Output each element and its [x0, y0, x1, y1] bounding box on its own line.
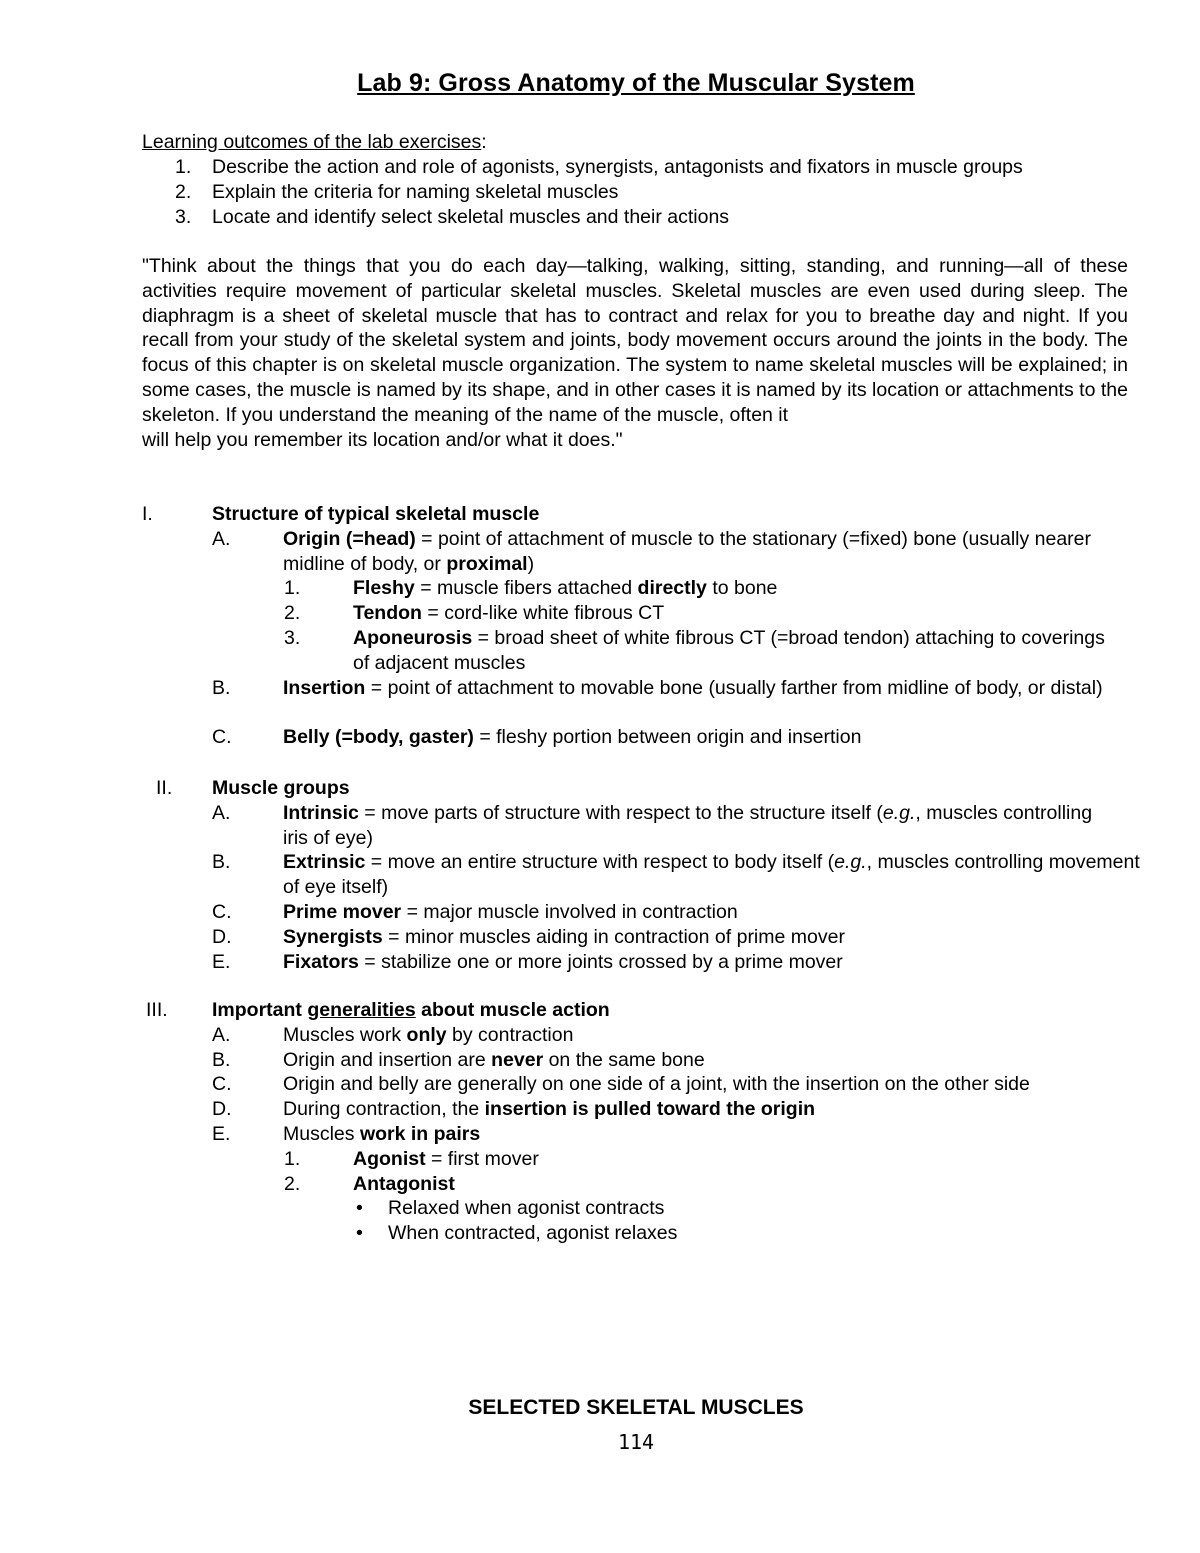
abbreviation: e.g.: [882, 801, 916, 824]
term: Fleshy: [353, 577, 415, 600]
section-title-underlined: generalities: [307, 999, 416, 1021]
statement: During contraction, the: [283, 1098, 485, 1121]
term: Intrinsic: [283, 801, 359, 824]
statement: Origin and insertion are: [283, 1048, 492, 1071]
list-item-text: Explain the criteria for naming skeletal muscles: [212, 180, 619, 203]
section-number: II.: [156, 777, 173, 799]
definition: = move an entire structure with respect to body itself (: [365, 851, 835, 874]
definition: = stabilize one or more joints crossed by a prime mover: [358, 950, 843, 973]
outline-text: [283, 1023, 573, 1048]
outline-label: E.: [212, 950, 231, 973]
outline-label: 2.: [284, 1172, 301, 1195]
list-item-text: Describe the action and role of agonists, synergists, antagonists and fixators in muscle groups: [212, 156, 1023, 178]
term: Extrinsic: [283, 851, 366, 874]
list-item-number: 2.: [175, 180, 192, 203]
bullet-item: [0, 1196, 1200, 1221]
definition-end: , muscles controlling iris of eye): [283, 801, 1093, 849]
outline-item: [0, 1023, 1200, 1048]
outline-subitem: [0, 576, 1200, 601]
list-item-text: Locate and identify select skeletal muscles and their actions: [212, 205, 730, 228]
definition: = major muscle involved in contraction: [401, 900, 738, 923]
list-item: [142, 180, 1142, 205]
list-item: [142, 155, 1142, 180]
outline-item: [0, 676, 1200, 726]
outline-text: [283, 925, 845, 950]
section-title-start: Important: [212, 999, 308, 1021]
bullet-text: Relaxed when agonist contracts: [388, 1197, 665, 1220]
abbreviation: e.g.: [834, 851, 867, 874]
outline-text: [353, 601, 664, 626]
section-title-end: about muscle action: [415, 999, 610, 1021]
outline-item: [0, 1072, 1200, 1097]
bullet-icon: •: [356, 1222, 363, 1245]
outline-item: [0, 850, 1200, 900]
outline-subitem: [0, 601, 1200, 626]
outline-text: [283, 950, 843, 975]
page-title: Lab 9: Gross Anatomy of the Muscular System: [357, 69, 915, 97]
outline-item: [0, 1048, 1200, 1073]
outline-subitem: [0, 1147, 1200, 1172]
outline-label: B.: [212, 676, 231, 699]
outline-label: A.: [212, 1023, 231, 1046]
definition-end: ): [527, 552, 535, 575]
outline-item: [0, 725, 1200, 750]
term: Origin (=head): [283, 527, 416, 550]
outline-subitem: [0, 1172, 1200, 1197]
term: Fixators: [283, 950, 359, 973]
intro-quote-paragraph: "Think about the things that you do each day—talking, walking, sitting, standing, and running—all of these activities require movement of particular skeletal muscles. Skeletal muscles are even used during sleep. The diaphragm is a sheet of skeletal muscle that has to contract and relax for you to breathe day and night. If you recall from your study of the skeletal system and joints, body movement occurs around the joints in the body. The focus of this chapter is on skeletal muscle organization. The system to name skeletal muscles will be explained; in some cases, the muscle is named by its shape, and in other cases it is named by its location or attachments to the skeleton. If you understand the meaning of the name of the muscle, often it: [142, 255, 1128, 426]
learning-outcomes-heading: [142, 130, 487, 155]
definition: = point of attachment to movable bone (usually farther from midline of body, or distal): [365, 676, 1103, 699]
list-item-number: 1.: [175, 156, 192, 178]
definition-end: to bone: [706, 577, 778, 600]
learning-outcomes-heading-colon: :: [481, 131, 487, 153]
definition: = muscle fibers attached: [414, 577, 638, 600]
section-heading: [0, 998, 1200, 1023]
intro-quote-last-line: will help you remember its location and/or what it does.": [142, 428, 623, 451]
statement: Muscles: [283, 1122, 360, 1145]
definition: = fleshy portion between origin and insertion: [473, 726, 862, 749]
outline-text: [283, 1048, 705, 1073]
definition: = minor muscles aiding in contraction of prime mover: [382, 925, 845, 948]
outline-text: [353, 1147, 539, 1172]
outline-text: [283, 801, 1113, 851]
bullet-text: When contracted, agonist relaxes: [388, 1222, 678, 1245]
outline-label: A.: [212, 801, 231, 824]
statement-end: by contraction: [446, 1023, 574, 1046]
outline-label: 2.: [284, 602, 301, 625]
outline-label: E.: [212, 1122, 231, 1145]
bullet-item: [0, 1221, 1200, 1246]
outline-item: [0, 925, 1200, 950]
outline-label: D.: [212, 925, 232, 948]
outline-item: [0, 527, 1200, 577]
page-number: 114: [617, 1430, 655, 1454]
outline-label: 1.: [284, 1147, 301, 1170]
section-generalities: [0, 998, 1200, 1246]
outline-text: [283, 1072, 1030, 1097]
outline-text: [283, 725, 861, 750]
definition: = point of attachment of muscle to the stationary (=fixed) bone (usually nearer midline of body, or: [283, 527, 1092, 575]
outline-label: C.: [212, 900, 232, 923]
outline-text: [283, 1122, 480, 1147]
outline-text: [283, 527, 1128, 577]
outline-label: 3.: [284, 626, 301, 649]
section-muscle-groups: [0, 776, 1200, 974]
definition: = broad sheet of white fibrous CT (=broad tendon) attaching to coverings of adjacent muscles: [353, 626, 1105, 674]
term-bold: proximal: [446, 552, 528, 575]
term: Agonist: [353, 1147, 426, 1170]
outline-label: B.: [212, 851, 231, 874]
outline-text: [283, 900, 738, 925]
outline-item: [0, 801, 1200, 851]
section-structure: [0, 502, 1200, 750]
outline-label: C.: [212, 726, 232, 749]
definition: = move parts of structure with respect to the structure itself (: [358, 801, 883, 824]
term-bold: directly: [637, 577, 707, 600]
section-heading: [0, 776, 1200, 801]
section-number: I.: [142, 503, 153, 525]
statement-end: on the same bone: [543, 1048, 705, 1071]
emphasis: insertion is pulled toward the origin: [484, 1098, 816, 1121]
outline-label: B.: [212, 1048, 231, 1071]
term: Belly (=body, gaster): [283, 726, 474, 749]
emphasis: work in pairs: [359, 1122, 481, 1145]
term: Aponeurosis: [353, 626, 473, 649]
outline-text: [353, 626, 1113, 676]
learning-outcomes-list: [142, 155, 1142, 229]
term: Antagonist: [353, 1172, 455, 1195]
outline-text: [283, 676, 1143, 701]
list-item: [142, 205, 1142, 230]
section-number: III.: [146, 999, 168, 1021]
term: Tendon: [353, 602, 422, 625]
section-heading: [0, 502, 1200, 527]
outline-subitem: [0, 626, 1200, 676]
outline-label: D.: [212, 1098, 232, 1121]
definition-end: , muscles controlling movement of eye itself): [283, 851, 1140, 899]
term: Synergists: [283, 925, 383, 948]
next-section-title: SELECTED SKELETAL MUSCLES: [468, 1396, 804, 1419]
outline-item: [0, 900, 1200, 925]
statement: Origin and belly are generally on one side of a joint, with the insertion on the other side: [283, 1073, 1030, 1096]
definition: = first mover: [425, 1147, 539, 1170]
outline-item: [0, 1097, 1200, 1122]
learning-outcomes-heading-text: Learning outcomes of the lab exercises: [142, 131, 482, 153]
intro-quote: [142, 254, 1128, 452]
outline-label: C.: [212, 1073, 232, 1096]
emphasis: only: [406, 1023, 447, 1046]
section-title: Structure of typical skeletal muscle: [212, 503, 540, 525]
term: Insertion: [283, 676, 366, 699]
section-title: Muscle groups: [212, 777, 350, 799]
outline-item: [0, 950, 1200, 975]
bullet-icon: •: [356, 1197, 363, 1220]
outline-text: [283, 850, 1143, 900]
statement: Muscles work: [283, 1023, 407, 1046]
outline-text: [353, 576, 777, 601]
list-item-number: 3.: [175, 205, 192, 228]
section-title: [212, 998, 610, 1023]
emphasis: never: [491, 1048, 544, 1071]
outline-label: A.: [212, 527, 231, 550]
definition: = cord-like white fibrous CT: [421, 602, 665, 625]
outline-label: 1.: [284, 577, 301, 600]
outline-item: [0, 1122, 1200, 1147]
term: Prime mover: [283, 900, 402, 923]
outline-text: [283, 1097, 815, 1122]
